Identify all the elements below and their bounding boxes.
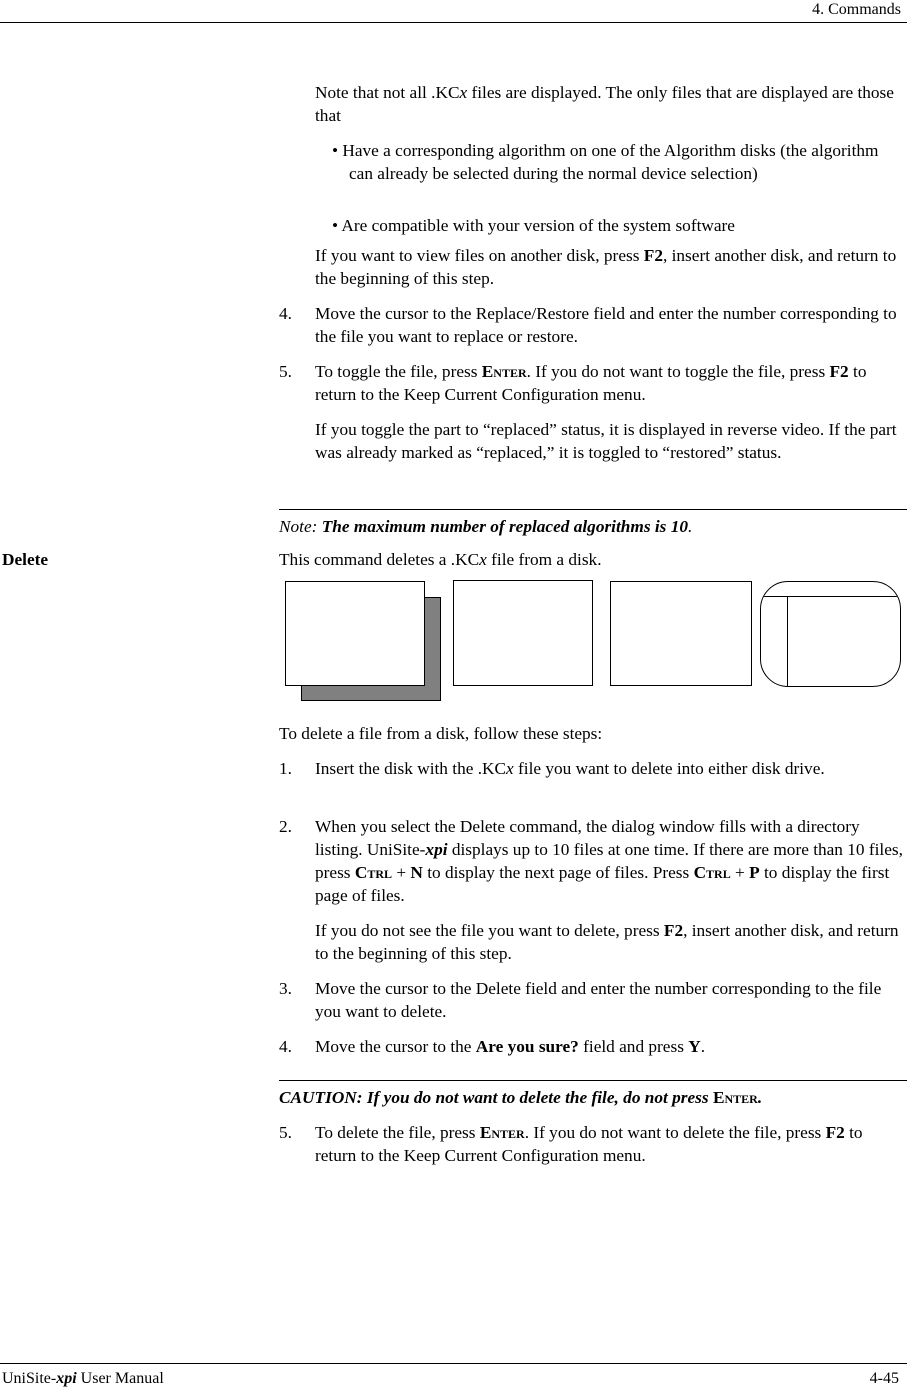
text-run: + (392, 863, 411, 882)
text-run: When you select the Delete command, the dialog window fills with a directory listing. UniSite- (315, 817, 860, 859)
text-run: . If you do not want to toggle the file, press (526, 362, 830, 381)
step-number: 5. (279, 1123, 292, 1142)
text-run: x (479, 550, 487, 569)
delete-other-disk (315, 919, 905, 965)
step-number: 1. (279, 759, 292, 778)
text-run: Enter (479, 1123, 525, 1142)
step-number: 5. (279, 362, 292, 381)
step-number: 4. (279, 1037, 292, 1056)
step-number: 4. (279, 304, 292, 323)
text-run: Ctrl (354, 863, 392, 882)
text-run: Note: (279, 517, 322, 536)
text-run: F2 (825, 1123, 845, 1142)
window-icon (285, 581, 425, 686)
text-run: to display the first page of files. (315, 863, 890, 905)
note (279, 515, 905, 538)
step-text (315, 977, 905, 1023)
text-run: Note that not all .KC (315, 83, 460, 102)
text-run: xpi (425, 840, 448, 859)
text-run: If you toggle the part to “replaced” status, it is displayed in reverse video. If the part was already marked as “replaced,” it is toggled to “restored” status. (315, 420, 897, 462)
bullet-item: • Are compatible with your version of the system software (332, 216, 735, 235)
text-run: P (749, 863, 760, 882)
bullet-item: • Have a corresponding algorithm on one of the Algorithm disks (the algorithm can already be selected during the normal device selection) (332, 141, 879, 183)
text-run: + (730, 863, 750, 882)
text-run: Move the cursor to the Replace/Restore field and enter the number corresponding to the file you want to replace or restore. (315, 304, 897, 346)
text-run: files are displayed. The only files that are displayed are those that (315, 83, 894, 125)
step-number: 2. (279, 817, 292, 836)
section-heading-delete: Delete (2, 550, 49, 569)
caution-rule (279, 1080, 907, 1081)
text-run: Move the cursor to the Delete field and enter the number corresponding to the file you want to delete. (315, 979, 882, 1021)
running-header: 4. Commands (812, 1, 901, 18)
text-run: field and press (578, 1037, 689, 1056)
page-number: 4-45 (869, 1370, 899, 1387)
window-icon (610, 581, 752, 686)
text-run: Enter (712, 1088, 758, 1107)
text-run: Enter (481, 362, 527, 381)
text-run: To delete the file, press (315, 1123, 480, 1142)
header-rule (0, 22, 907, 23)
step-text (315, 302, 905, 348)
footer-manual-title (2, 1367, 164, 1390)
text-run: This command deletes a .KC (279, 550, 480, 569)
text-run: . (688, 517, 693, 536)
text-run: . If you do not want to delete the file, press (524, 1123, 826, 1142)
step-text (315, 757, 905, 780)
text-run: file from a disk. (486, 550, 602, 569)
text-run: N (410, 863, 423, 882)
text-run: F2 (663, 921, 684, 940)
footer-rule (0, 1363, 907, 1364)
text-run: User Manual (76, 1370, 164, 1387)
text-run: to return to the Keep Current Configuration menu. (315, 1123, 863, 1165)
text-run: F2 (643, 246, 663, 265)
delete-intro: To delete a file from a disk, follow these steps: (279, 724, 603, 743)
step-text (315, 815, 905, 907)
text-run: Are you sure? (475, 1037, 579, 1056)
text-run: , insert another disk, and return to the beginning of this step. (315, 921, 899, 963)
caution (279, 1086, 905, 1109)
text-run: Move the cursor to the (315, 1037, 476, 1056)
step-text (315, 1121, 905, 1167)
text-run: The maximum number of replaced algorithms is 10 (321, 517, 689, 536)
text-run: F2 (829, 362, 849, 381)
text-run: x (506, 759, 514, 778)
text-run: , insert another disk, and return to the beginning of this step. (315, 246, 897, 288)
text-run: UniSite- (2, 1370, 57, 1387)
text-run: displays up to 10 files at one time. If there are more than 10 files, press (315, 840, 903, 882)
text-run: Insert the disk with the .KC (315, 759, 507, 778)
step-text (315, 1035, 905, 1058)
text-run: to return to the Keep Current Configuration menu. (315, 362, 867, 404)
text-run: To toggle the file, press (315, 362, 482, 381)
text-run: xpi (56, 1370, 77, 1387)
text-run: . (757, 1088, 763, 1107)
window-icon (453, 580, 593, 686)
text-run: Ctrl (693, 863, 731, 882)
text-run: CAUTION: If you do not want to delete the file, do not press (279, 1088, 713, 1107)
text-run: If you do not see the file you want to delete, press (315, 921, 664, 940)
toggle-note (315, 418, 905, 464)
text-run: If you want to view files on another disk, press (315, 246, 644, 265)
text-run: file you want to delete into either disk drive. (513, 759, 825, 778)
text-run: x (459, 83, 468, 102)
replace-other-disk (315, 244, 905, 290)
step-number: 3. (279, 979, 292, 998)
note-rule (279, 509, 907, 510)
screen-icon (760, 581, 901, 687)
text-run: . (700, 1037, 706, 1056)
replace-intro (315, 81, 905, 127)
delete-description (279, 548, 905, 571)
text-run: to display the next page of files. Press (422, 863, 694, 882)
step-text (315, 360, 905, 406)
text-run: Y (688, 1037, 701, 1056)
